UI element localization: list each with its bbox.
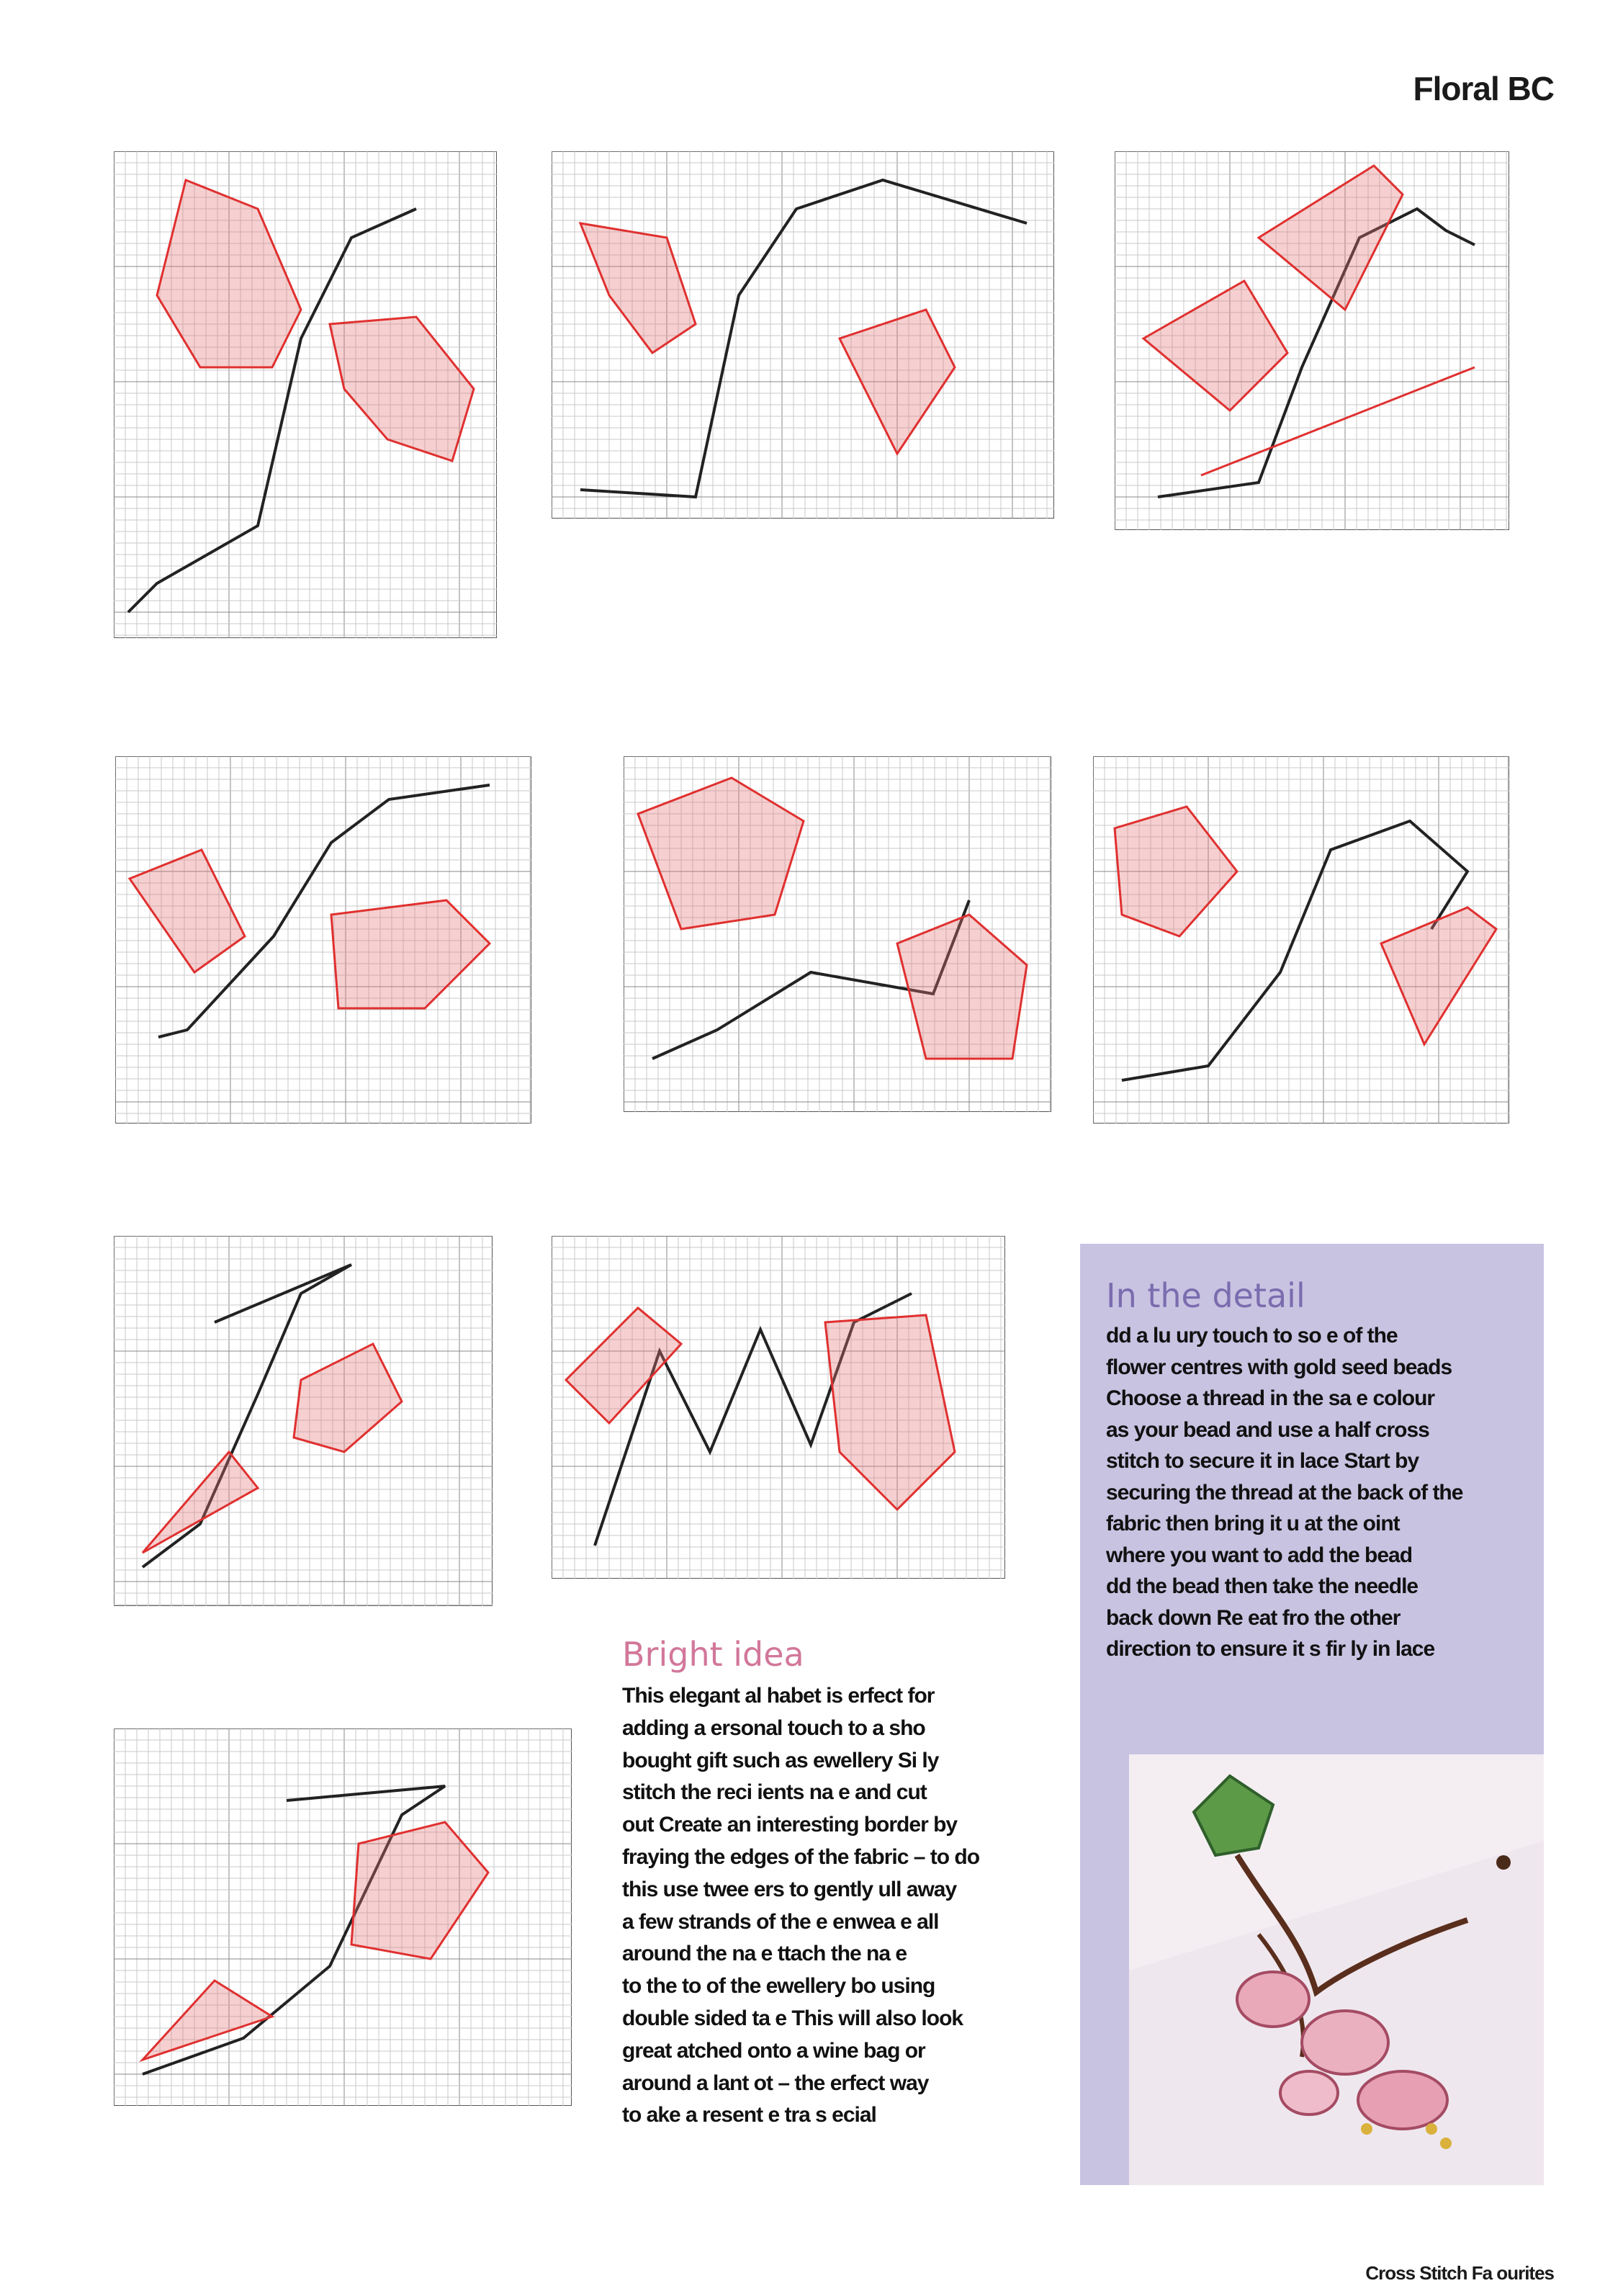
detail-line: dd a lu ury touch to so e of the [1106, 1324, 1398, 1347]
chart-letter-l-svg [1115, 151, 1509, 530]
bright-idea-line: fraying the edges of the fabric – to do [622, 1844, 980, 1869]
bright-idea-line: bought gift such as ewellery Si ly [622, 1748, 939, 1772]
chart-letter-w-svg [552, 1236, 1005, 1579]
bright-idea-line: double sided ta e This will also look [622, 2006, 963, 2030]
chart-letter-r [1093, 756, 1509, 1124]
detail-line: fabric then bring it u at the oint [1106, 1512, 1400, 1535]
detail-line: where you want to add the bead [1106, 1543, 1413, 1567]
detail-line: as your bead and use a half cross [1106, 1417, 1429, 1442]
bright-idea-line: this use twee ers to gently ull away [622, 1877, 957, 1901]
chart-letter-q [624, 756, 1051, 1112]
detail-line: flower centres with gold seed beads [1106, 1355, 1452, 1379]
chart-letter-x-svg [114, 1728, 572, 2106]
chart-letter-k [552, 151, 1054, 519]
bright-idea-line: to ake a resent e tra s ecial [622, 2103, 876, 2127]
bright-idea-line: adding a ersonal touch to a sho [622, 1716, 925, 1740]
bright-idea-line: stitch the reci ients na e and cut [622, 1780, 927, 1805]
chart-letter-l [1115, 151, 1509, 530]
bright-idea-line: This elegant al habet is erfect for [622, 1684, 935, 1708]
bright-idea-line: great atched onto a wine bag or [622, 2038, 925, 2063]
detail-line: Choose a thread in the sa e colour [1106, 1386, 1435, 1410]
detail-line: direction to ensure it s fir ly in lace [1106, 1637, 1435, 1661]
chart-letter-r-svg [1093, 756, 1509, 1124]
chart-letter-j-svg [114, 151, 497, 638]
chart-letter-q-svg [624, 756, 1051, 1112]
chart-letter-p [115, 756, 531, 1124]
bright-idea-title: Bright idea [622, 1635, 804, 1674]
stitched-sample-photo [1129, 1754, 1544, 2185]
bright-idea-line: around a lant ot – the erfect way [622, 2071, 929, 2095]
chart-letter-x [114, 1728, 572, 2106]
chart-letter-w [552, 1236, 1005, 1579]
chart-letter-p-svg [115, 756, 531, 1124]
chart-letter-k-svg [552, 151, 1054, 519]
detail-line: back down Re eat fro the other [1106, 1605, 1401, 1630]
detail-title: In the detail [1106, 1276, 1305, 1315]
detail-line: stitch to secure it in lace Start by [1106, 1449, 1419, 1473]
bright-idea-line: out Create an interesting border by [622, 1813, 958, 1837]
detail-line: securing the thread at the back of the [1106, 1480, 1463, 1504]
page-footer: Cross Stitch Fa ourites [1365, 2262, 1554, 2284]
chart-letter-v [114, 1236, 493, 1606]
detail-line: dd the bead then take the needle [1106, 1574, 1419, 1598]
page-header: Floral BC [1413, 70, 1554, 107]
bright-idea-line: to the to of the ewellery bo using [622, 1974, 935, 1999]
detail-body [1106, 1320, 1531, 1665]
bright-idea-line: a few strands of the e enwea e all [622, 1909, 939, 1934]
chart-letter-j [114, 151, 497, 638]
chart-letter-v-svg [114, 1236, 493, 1606]
bright-idea-body [622, 1680, 1047, 2132]
bright-idea-line: around the na e ttach the na e [622, 1942, 907, 1966]
